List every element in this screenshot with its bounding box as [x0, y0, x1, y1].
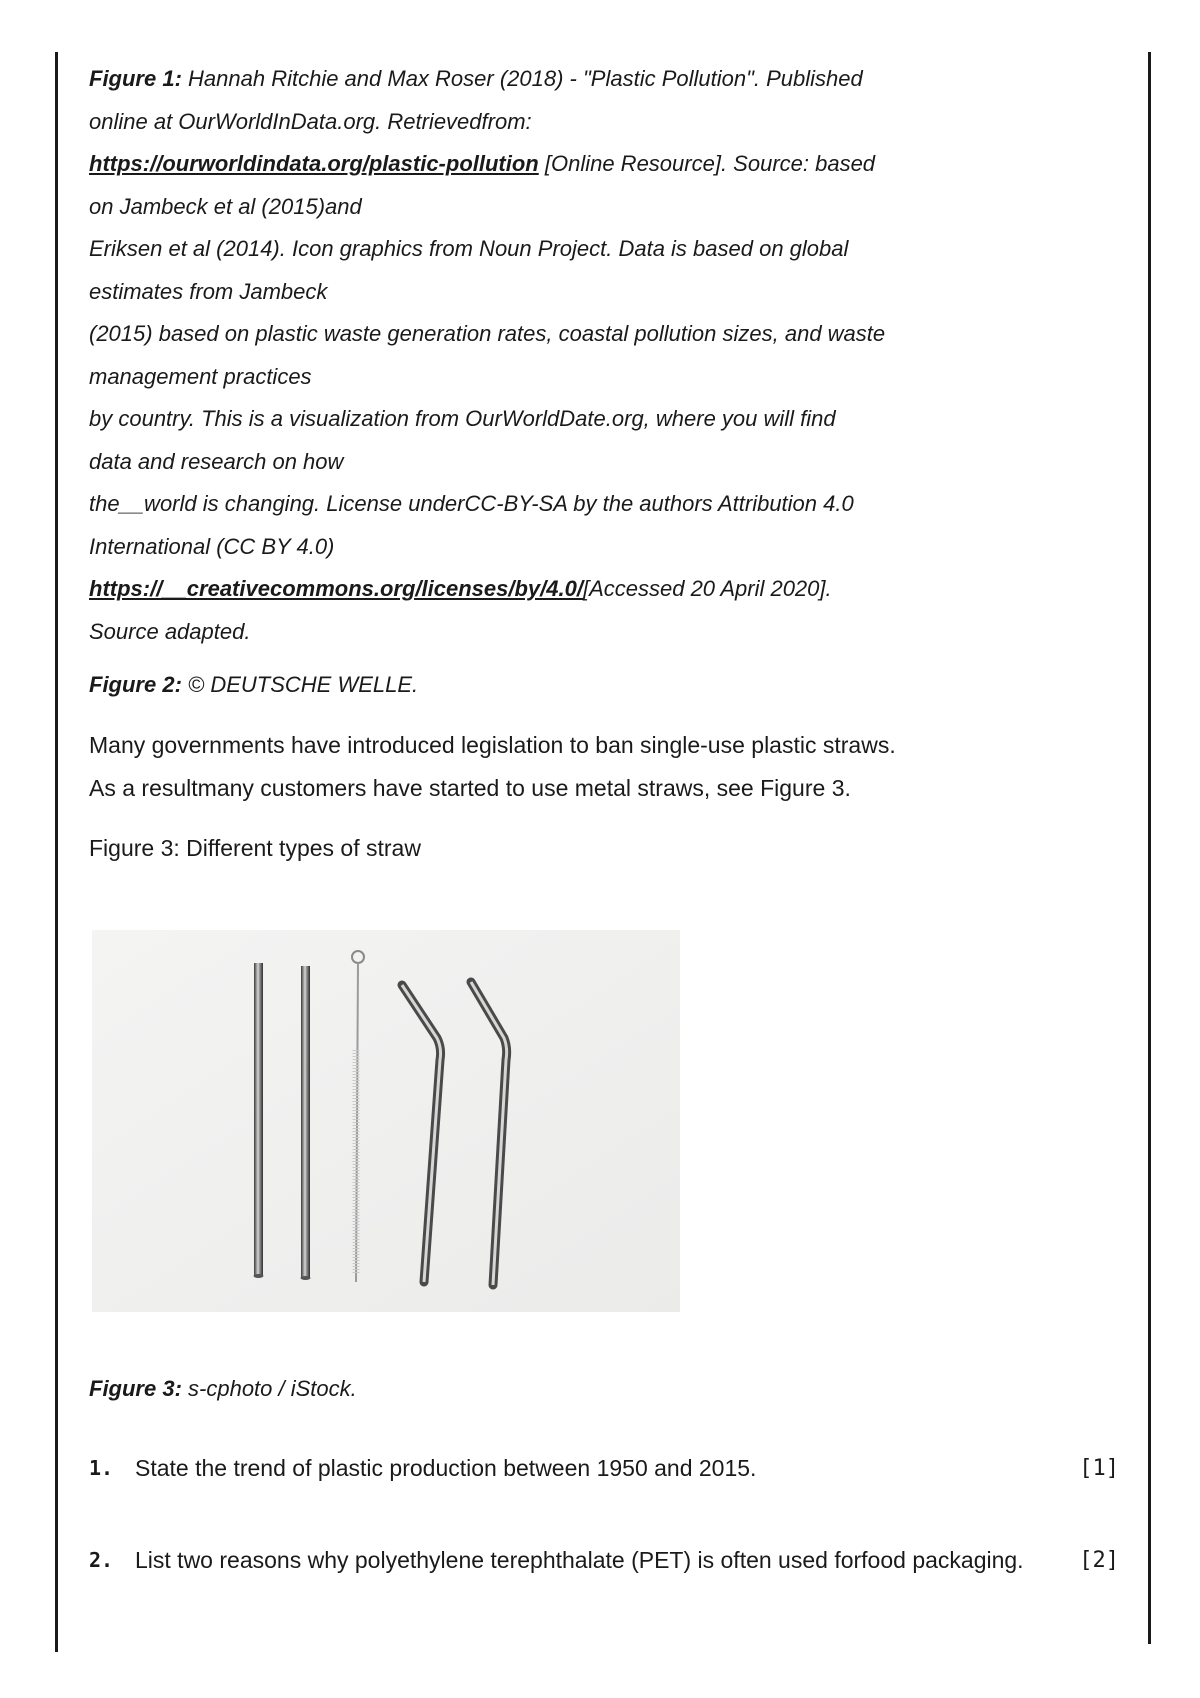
- question-number: 1.: [89, 1456, 114, 1480]
- right-margin-rule: [1148, 52, 1151, 1644]
- straight-straw: [254, 963, 264, 1278]
- left-margin-rule: [55, 52, 58, 1652]
- question-number: 2.: [89, 1548, 114, 1572]
- figure1-text: Eriksen et al (2014). Icon graphics from Noun Project. Data is based on global: [89, 236, 849, 261]
- question-text: List two reasons why polyethylene terephthalate (PET) is often used forfood packaging.: [135, 1547, 1024, 1573]
- ourworldindata-link[interactable]: https://ourworldindata.org/plastic-pollution: [89, 151, 539, 176]
- figure3-caption-text: s-cphoto / iStock.: [181, 1376, 357, 1401]
- figure1-text: on Jambeck et al (2015)and: [89, 193, 362, 219]
- figure1-text: online at OurWorldInData.org. Retrievedfrom:: [89, 108, 532, 134]
- figure2-text: © DEUTSCHE WELLE.: [181, 672, 419, 697]
- figure1-text: [Accessed 20 April 2020].: [582, 576, 832, 601]
- figure3-caption-label: Figure 3:: [89, 1376, 182, 1401]
- intro-line: Many governments have introduced legislation to ban single-use plastic straws.: [89, 731, 896, 758]
- question-marks: [2]: [1079, 1548, 1119, 1573]
- references-block: [89, 58, 969, 870]
- figure1-text: International (CC BY 4.0): [89, 533, 335, 559]
- figure1-text: management practices: [89, 363, 312, 389]
- intro-paragraph: [89, 724, 969, 810]
- figure1-label: Figure 1:: [89, 66, 182, 91]
- figure1-text: (2015) based on plastic waste generation rates, coastal pollution sizes, and waste: [89, 321, 886, 346]
- question-marks: [1]: [1079, 1456, 1119, 1481]
- figure1-text: estimates from Jambeck: [89, 278, 328, 304]
- figure1-caption: [89, 58, 969, 653]
- figure1-text: [Online Resource]. Source: based: [538, 151, 876, 176]
- straight-straw: [301, 966, 311, 1280]
- figure3-title: Figure 3: Different types of straw: [89, 834, 421, 861]
- metal-straws-photo: [92, 930, 680, 1312]
- figure1-text: Hannah Ritchie and Max Roser (2018) - "Plastic Pollution". Published: [181, 66, 863, 91]
- figure1-text: by country. This is a visualization from OurWorldDate.org, where you will find: [89, 406, 836, 431]
- creativecommons-link[interactable]: https://__creativecommons.org/licenses/by/4.0/: [89, 576, 583, 601]
- figure1-text: the__world is changing. License underCC-BY-SA by the authors Attribution 4.0: [89, 491, 854, 516]
- figure1-text: data and research on how: [89, 448, 344, 474]
- intro-line: As a resultmany customers have started to use metal straws, see Figure 3.: [89, 774, 851, 801]
- figure2-caption: [89, 664, 969, 707]
- question-text: State the trend of plastic production between 1950 and 2015.: [135, 1455, 757, 1481]
- figure2-label: Figure 2:: [89, 672, 182, 697]
- figure3-caption: [89, 1368, 969, 1411]
- figure1-text: Source adapted.: [89, 618, 251, 644]
